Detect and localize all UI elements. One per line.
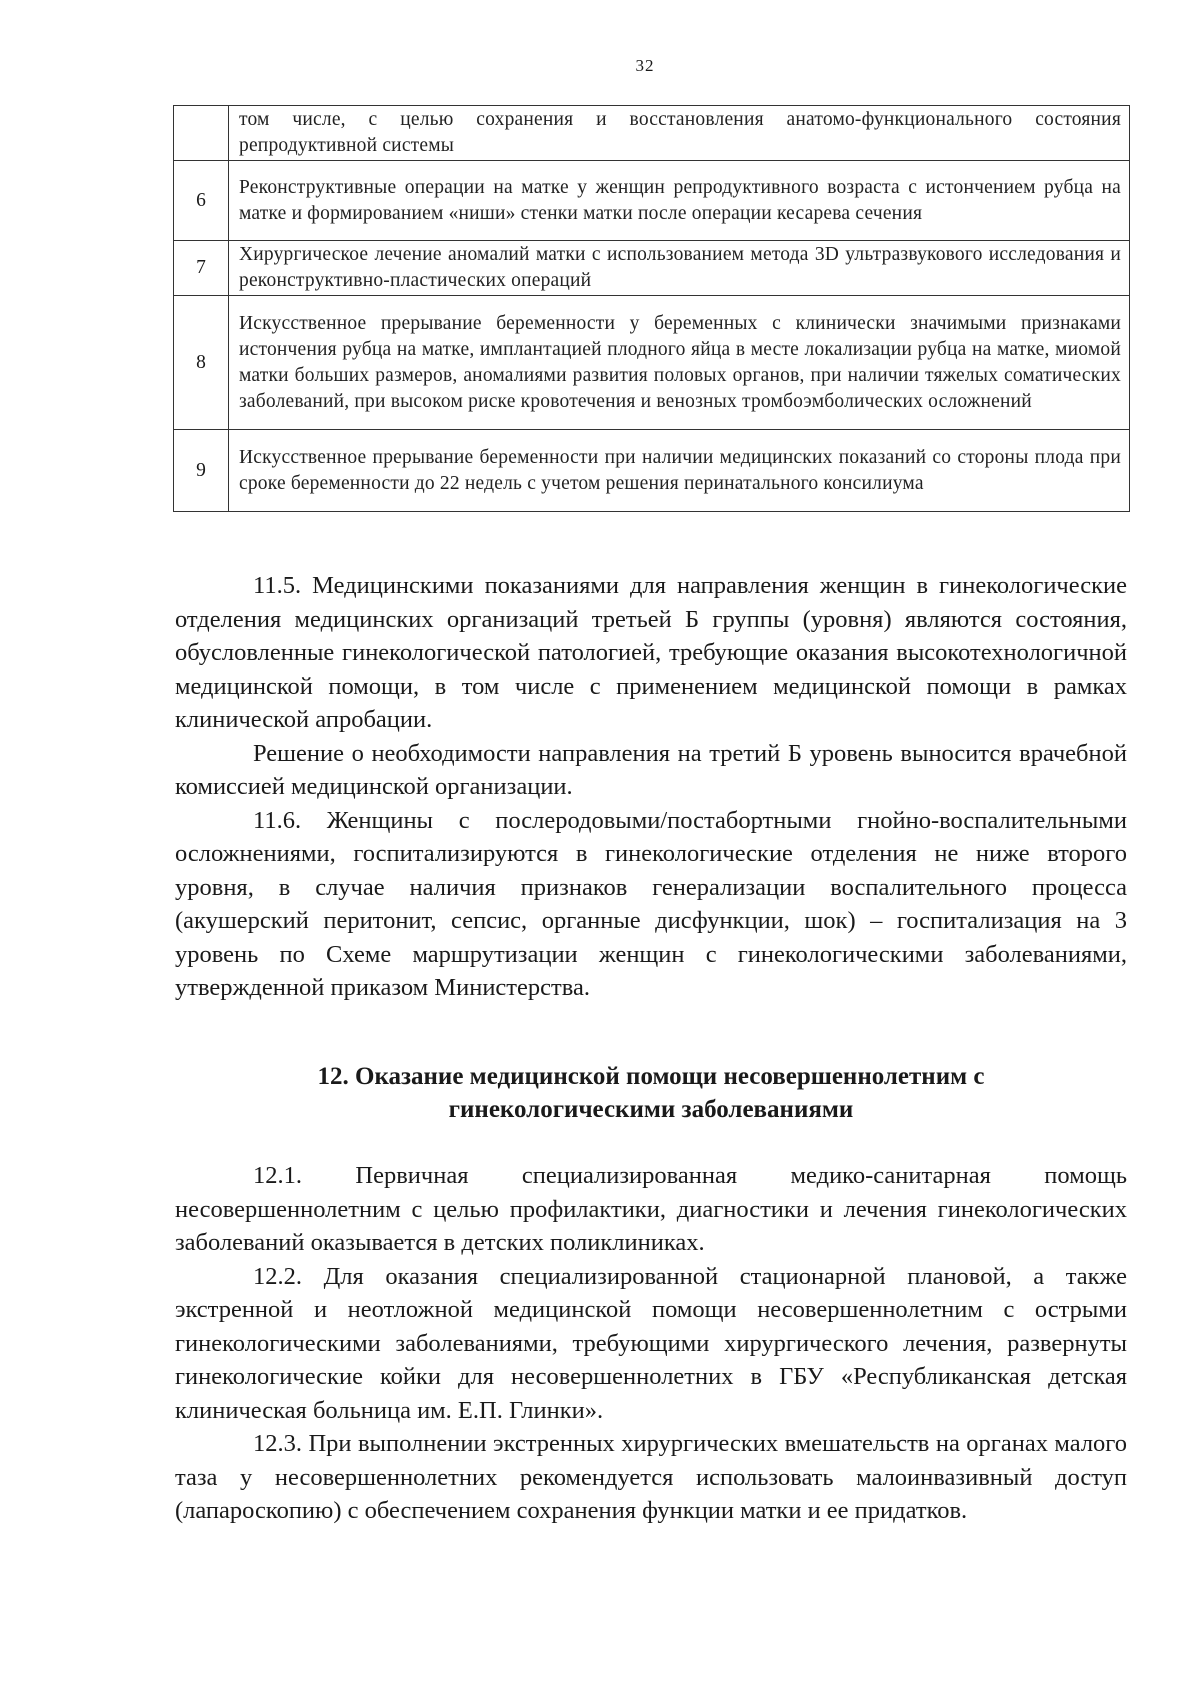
row-description: Искусственное прерывание беременности при наличии медицинских показаний со стороны плода при сроке беременности до 22 недель с учетом решения перинатального консилиума (229, 430, 1130, 512)
row-number (174, 106, 229, 161)
heading-line: 12. Оказание медицинской помощи несовершеннолетним с (317, 1063, 985, 1090)
section-11-body (175, 569, 1127, 1005)
table-row (174, 241, 1130, 296)
paragraph-11-6: 11.6. Женщины с послеродовыми/постабортными гнойно-воспалительными осложнениями, госпитализируются в гинекологические отделения не ниже второго уровня, в случае наличия признаков генерализации воспалительного процесса (акушерский перитонит, сепсис, органные дисфункции, шок) – госпитализация на 3 уровень по Схеме маршрутизации женщин с гинекологическими заболеваниями, утвержденной приказом Министерства. (175, 806, 1127, 1001)
page-number: 32 (635, 56, 655, 75)
row-number: 6 (174, 161, 229, 241)
paragraph-decision: Решение о необходимости направления на третий Б уровень выносится врачебной комиссией медицинской организации. (175, 739, 1127, 800)
row-description: Хирургическое лечение аномалий матки с использованием метода 3D ультразвукового исследования и реконструктивно-пластических операций (229, 241, 1130, 296)
paragraph-11-5: 11.5. Медицинскими показаниями для направления женщин в гинекологические отделения медицинских организаций третьей Б группы (уровня) являются состояния, обусловленные гинекологической патологией, требующие оказания высокотехнологичной медицинской помощи, в том числе с применением медицинской помощи в рамках клинической апробации. (175, 572, 1127, 733)
table-row (174, 106, 1130, 161)
row-number: 9 (174, 430, 229, 512)
heading-line: гинекологическими заболеваниями (448, 1096, 854, 1123)
row-description: том числе, с целью сохранения и восстановления анатомо-функционального состояния репродуктивной системы (229, 106, 1130, 161)
paragraph-12-2: 12.2. Для оказания специализированной стационарной плановой, а также экстренной и неотложной медицинской помощи несовершеннолетним с острыми гинекологическими заболеваниями, требующими хирургического лечения, развернуты гинекологические койки для несовершеннолетних в ГБУ «Республиканская детская клиническая больница им. Е.П. Глинки». (175, 1262, 1127, 1424)
table-row (174, 161, 1130, 241)
table-row (174, 296, 1130, 430)
row-number: 7 (174, 241, 229, 296)
row-description: Искусственное прерывание беременности у беременных с клинически значимыми признаками истончения рубца на матке, имплантацией плодного яйца в месте локализации рубца на матке, миомой матки больших размеров, аномалиями развития половых органов, при наличии тяжелых соматических заболеваний, при высоком риске кровотечения и венозных тромбоэмболических осложнений (229, 296, 1130, 430)
paragraph-12-3: 12.3. При выполнении экстренных хирургических вмешательств на органах малого таза у несовершеннолетних рекомендуется использовать малоинвазивный доступ (лапароскопию) с обеспечением сохранения функции матки и ее придатков. (175, 1430, 1127, 1524)
paragraph-12-1: 12.1. Первичная специализированная медико-санитарная помощь несовершеннолетним с целью профилактики, диагностики и лечения гинекологических заболеваний оказывается в детских поликлиниках. (175, 1162, 1127, 1256)
row-description: Реконструктивные операции на матке у женщин репродуктивного возраста с истончением рубца на матке и формированием «ниши» стенки матки после операции кесарева сечения (229, 161, 1130, 241)
section-12-body (175, 1159, 1127, 1528)
section-12-heading (175, 1060, 1127, 1126)
row-number: 8 (174, 296, 229, 430)
procedures-table (173, 105, 1130, 512)
table-row (174, 430, 1130, 512)
